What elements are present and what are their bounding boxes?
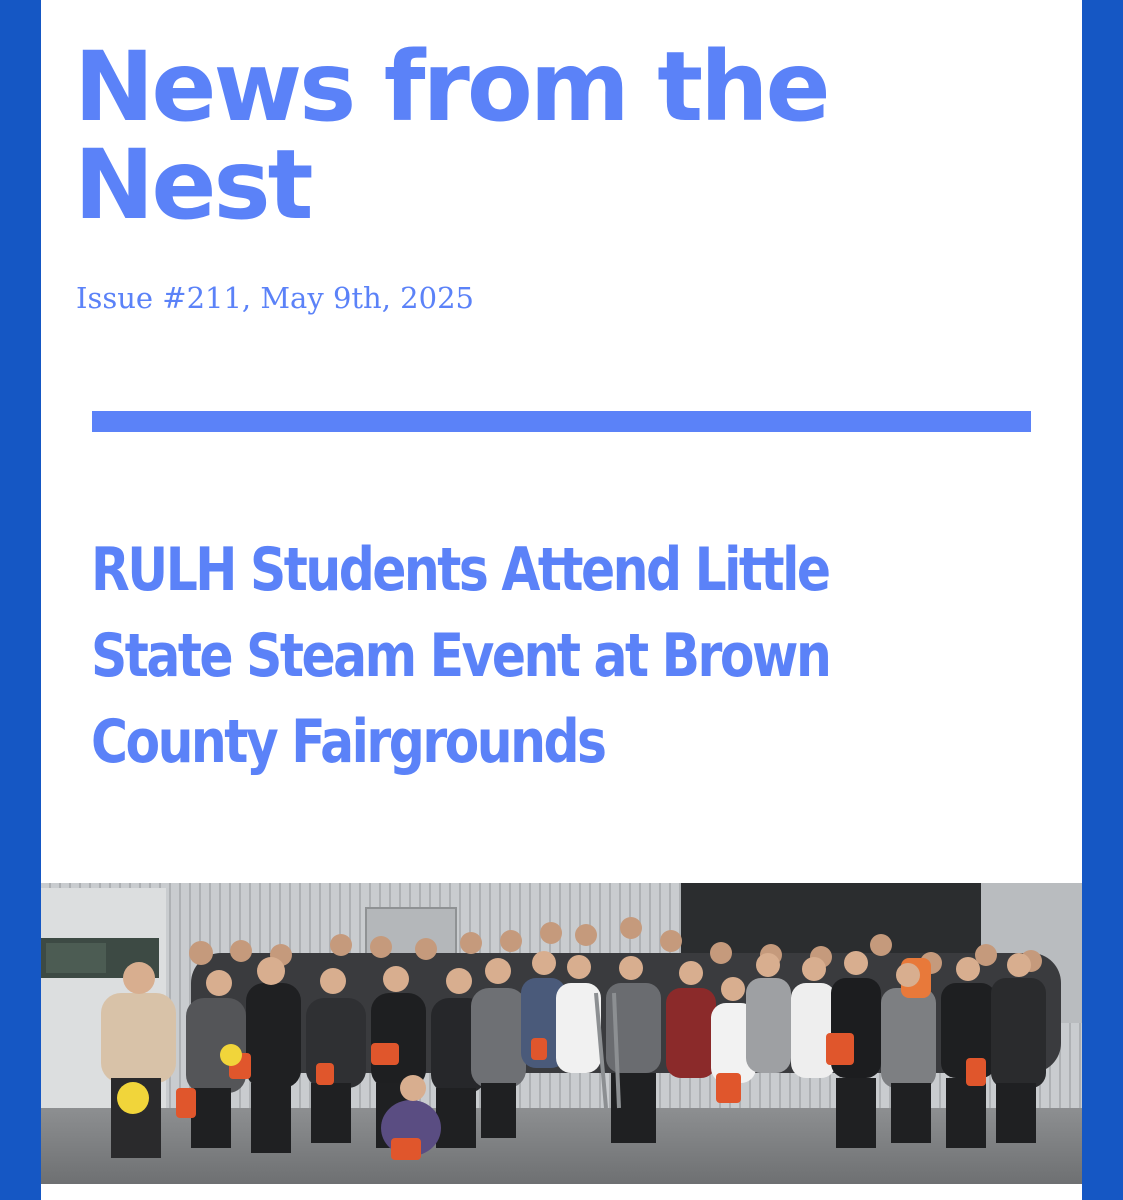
headline-line-2: State Steam Event at Brown [91,621,830,691]
article-headline [91,527,897,785]
group-photo-illustration [41,883,1082,1184]
issue-date-line: Issue #211, May 9th, 2025 [76,281,474,315]
newsletter-title: News from the Nest [74,31,828,241]
newsletter-page [41,0,1082,1200]
headline-line-1: RULH Students Attend Little [91,535,829,605]
group-photo [41,883,1082,1184]
headline-line-3: County Fairgrounds [91,707,605,777]
section-divider [92,411,1031,432]
